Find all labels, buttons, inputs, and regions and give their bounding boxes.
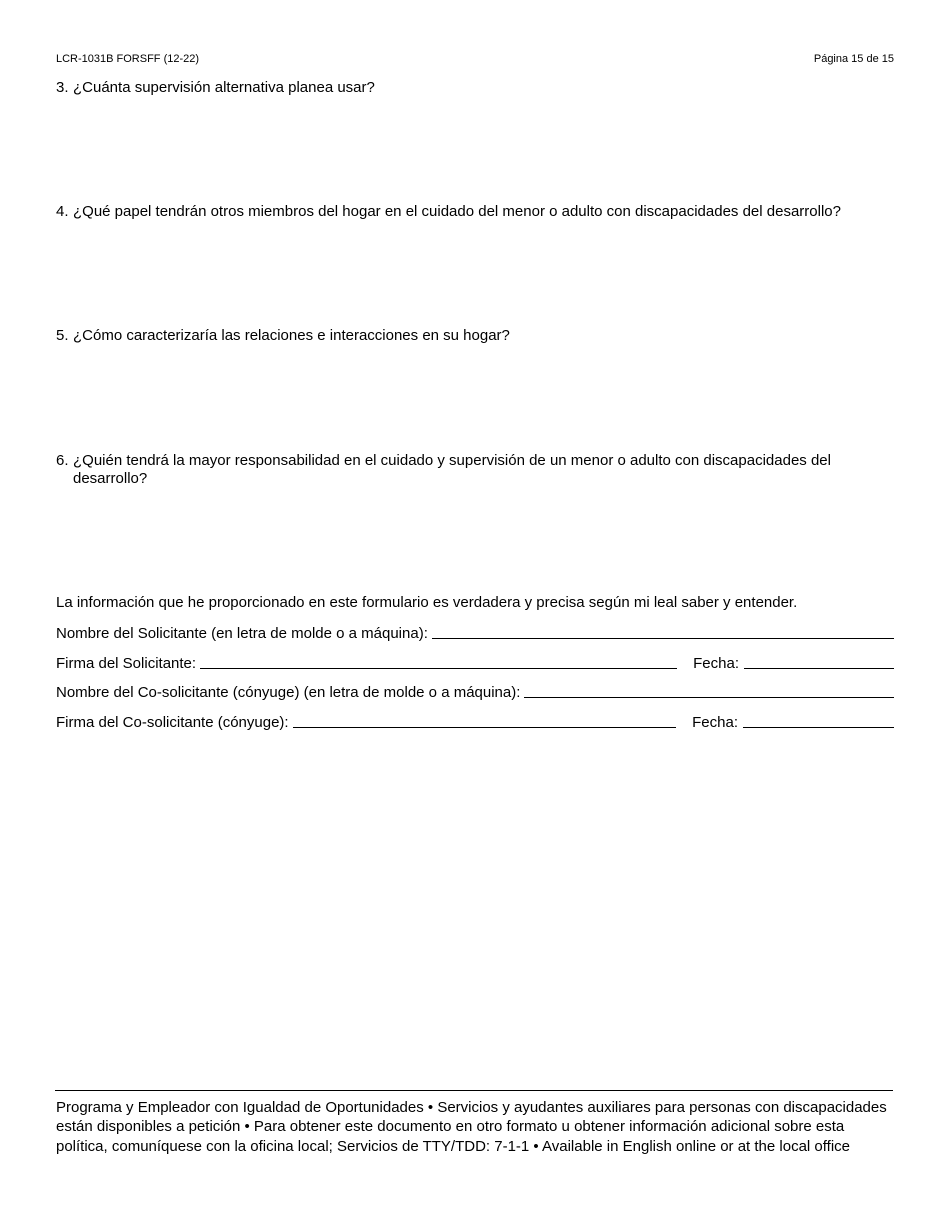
applicant-name-label: Nombre del Solicitante (en letra de molde o a máquina): [56,625,428,642]
applicant-signature-field[interactable] [200,667,677,669]
coapplicant-name-label: Nombre del Co-solicitante (cónyuge) (en letra de molde o a máquina): [56,684,521,701]
applicant-name-field[interactable] [432,637,894,639]
applicant-name-row [56,622,894,642]
applicant-signature-label: Firma del Solicitante: [56,655,197,672]
footer-divider [55,1090,893,1091]
question-number: 6. [56,452,69,469]
question-number: 5. [56,327,69,344]
question-4 [56,203,876,221]
coapplicant-signature-field[interactable] [293,726,677,728]
applicant-date-field[interactable] [744,667,894,669]
question-text: ¿Qué papel tendrán otros miembros del hogar en el cuidado del menor o adulto con discapacidades del desarrollo? [73,203,841,220]
question-text: ¿Cuánta supervisión alternativa planea usar? [73,79,375,96]
coapplicant-date-field[interactable] [743,726,894,728]
form-id: LCR-1031B FORSFF (12-22) [56,53,200,65]
question-3 [56,79,876,97]
question-text: ¿Cómo caracterizaría las relaciones e interacciones en su hogar? [73,327,510,344]
question-5 [56,327,876,345]
applicant-date-label: Fecha: [693,655,739,672]
coapplicant-name-field[interactable] [524,696,894,698]
coapplicant-date-label: Fecha: [692,714,738,731]
question-number: 3. [56,79,69,96]
applicant-signature-row [56,652,894,672]
coapplicant-name-row [56,681,894,701]
page-number: Página 15 de 15 [813,53,894,65]
question-6 [56,452,876,488]
question-number: 4. [56,203,69,220]
declaration-statement: La información que he proporcionado en este formulario es verdadera y precisa según mi leal saber y entender. [56,594,798,611]
coapplicant-signature-row [56,711,894,731]
footer-notice: Programa y Empleador con Igualdad de Oportunidades • Servicios y ayudantes auxiliares para personas con discapacidades están disponibles a petición • Para obtener este documento en otro formato u obtener información adicional sobre esta política, comuníquese con la oficina local; Servicios de TTY/TDD: 7-1-1 • Available in English online or at the local office [56,1099,887,1155]
question-text: ¿Quién tendrá la mayor responsabilidad en el cuidado y supervisión de un menor o adulto con discapacidades del desarrollo? [73,452,831,487]
coapplicant-signature-label: Firma del Co-solicitante (cónyuge): [56,714,289,731]
